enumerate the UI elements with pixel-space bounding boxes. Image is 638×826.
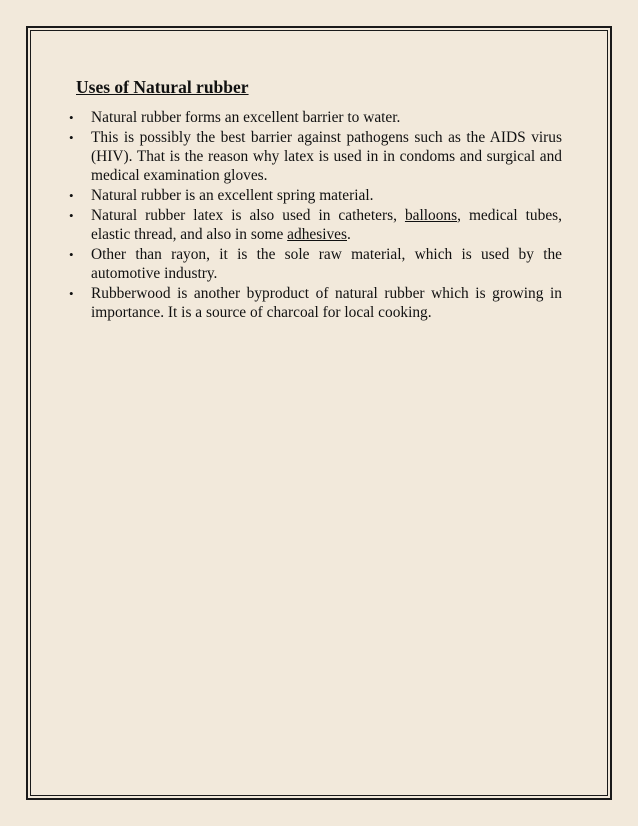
document-content: [66, 76, 562, 323]
list-item: [66, 128, 562, 185]
balloons-link[interactable]: balloons: [404, 207, 458, 224]
list-item-text: Natural rubber forms an excellent barrier to water.: [91, 109, 401, 126]
list-item: [66, 108, 562, 127]
list-item: [66, 284, 562, 322]
list-item-text: Natural rubber is an excellent spring material.: [91, 187, 374, 204]
list-item-text-pre: Natural rubber latex is also used in catheters,: [91, 207, 405, 224]
bullet-icon: •: [69, 188, 74, 203]
section-heading: Uses of Natural rubber: [76, 77, 249, 97]
bullet-icon: •: [69, 208, 74, 223]
list-item-text: Rubberwood is another byproduct of natural rubber which is growing in importance. It is a source of charcoal for local cooking.: [91, 285, 562, 321]
bullet-list: [66, 108, 562, 322]
list-item: [66, 186, 562, 205]
bullet-icon: •: [69, 286, 74, 301]
bullet-icon: •: [69, 247, 74, 262]
list-item-text: Other than rayon, it is the sole raw material, which is used by the automotive industry.: [91, 246, 562, 282]
list-item: [66, 206, 562, 244]
bullet-icon: •: [69, 130, 74, 145]
list-item: [66, 245, 562, 283]
list-item-text-mid: , medical tubes, elastic thread, and also in some: [91, 207, 562, 243]
list-item-text: This is possibly the best barrier against pathogens such as the AIDS virus (HIV). That is the reason why latex is used in in condoms and surgical and medical examination gloves.: [91, 129, 562, 184]
bullet-icon: •: [69, 110, 74, 125]
adhesives-link[interactable]: adhesives: [287, 226, 348, 243]
list-item-text-post: .: [347, 226, 351, 243]
